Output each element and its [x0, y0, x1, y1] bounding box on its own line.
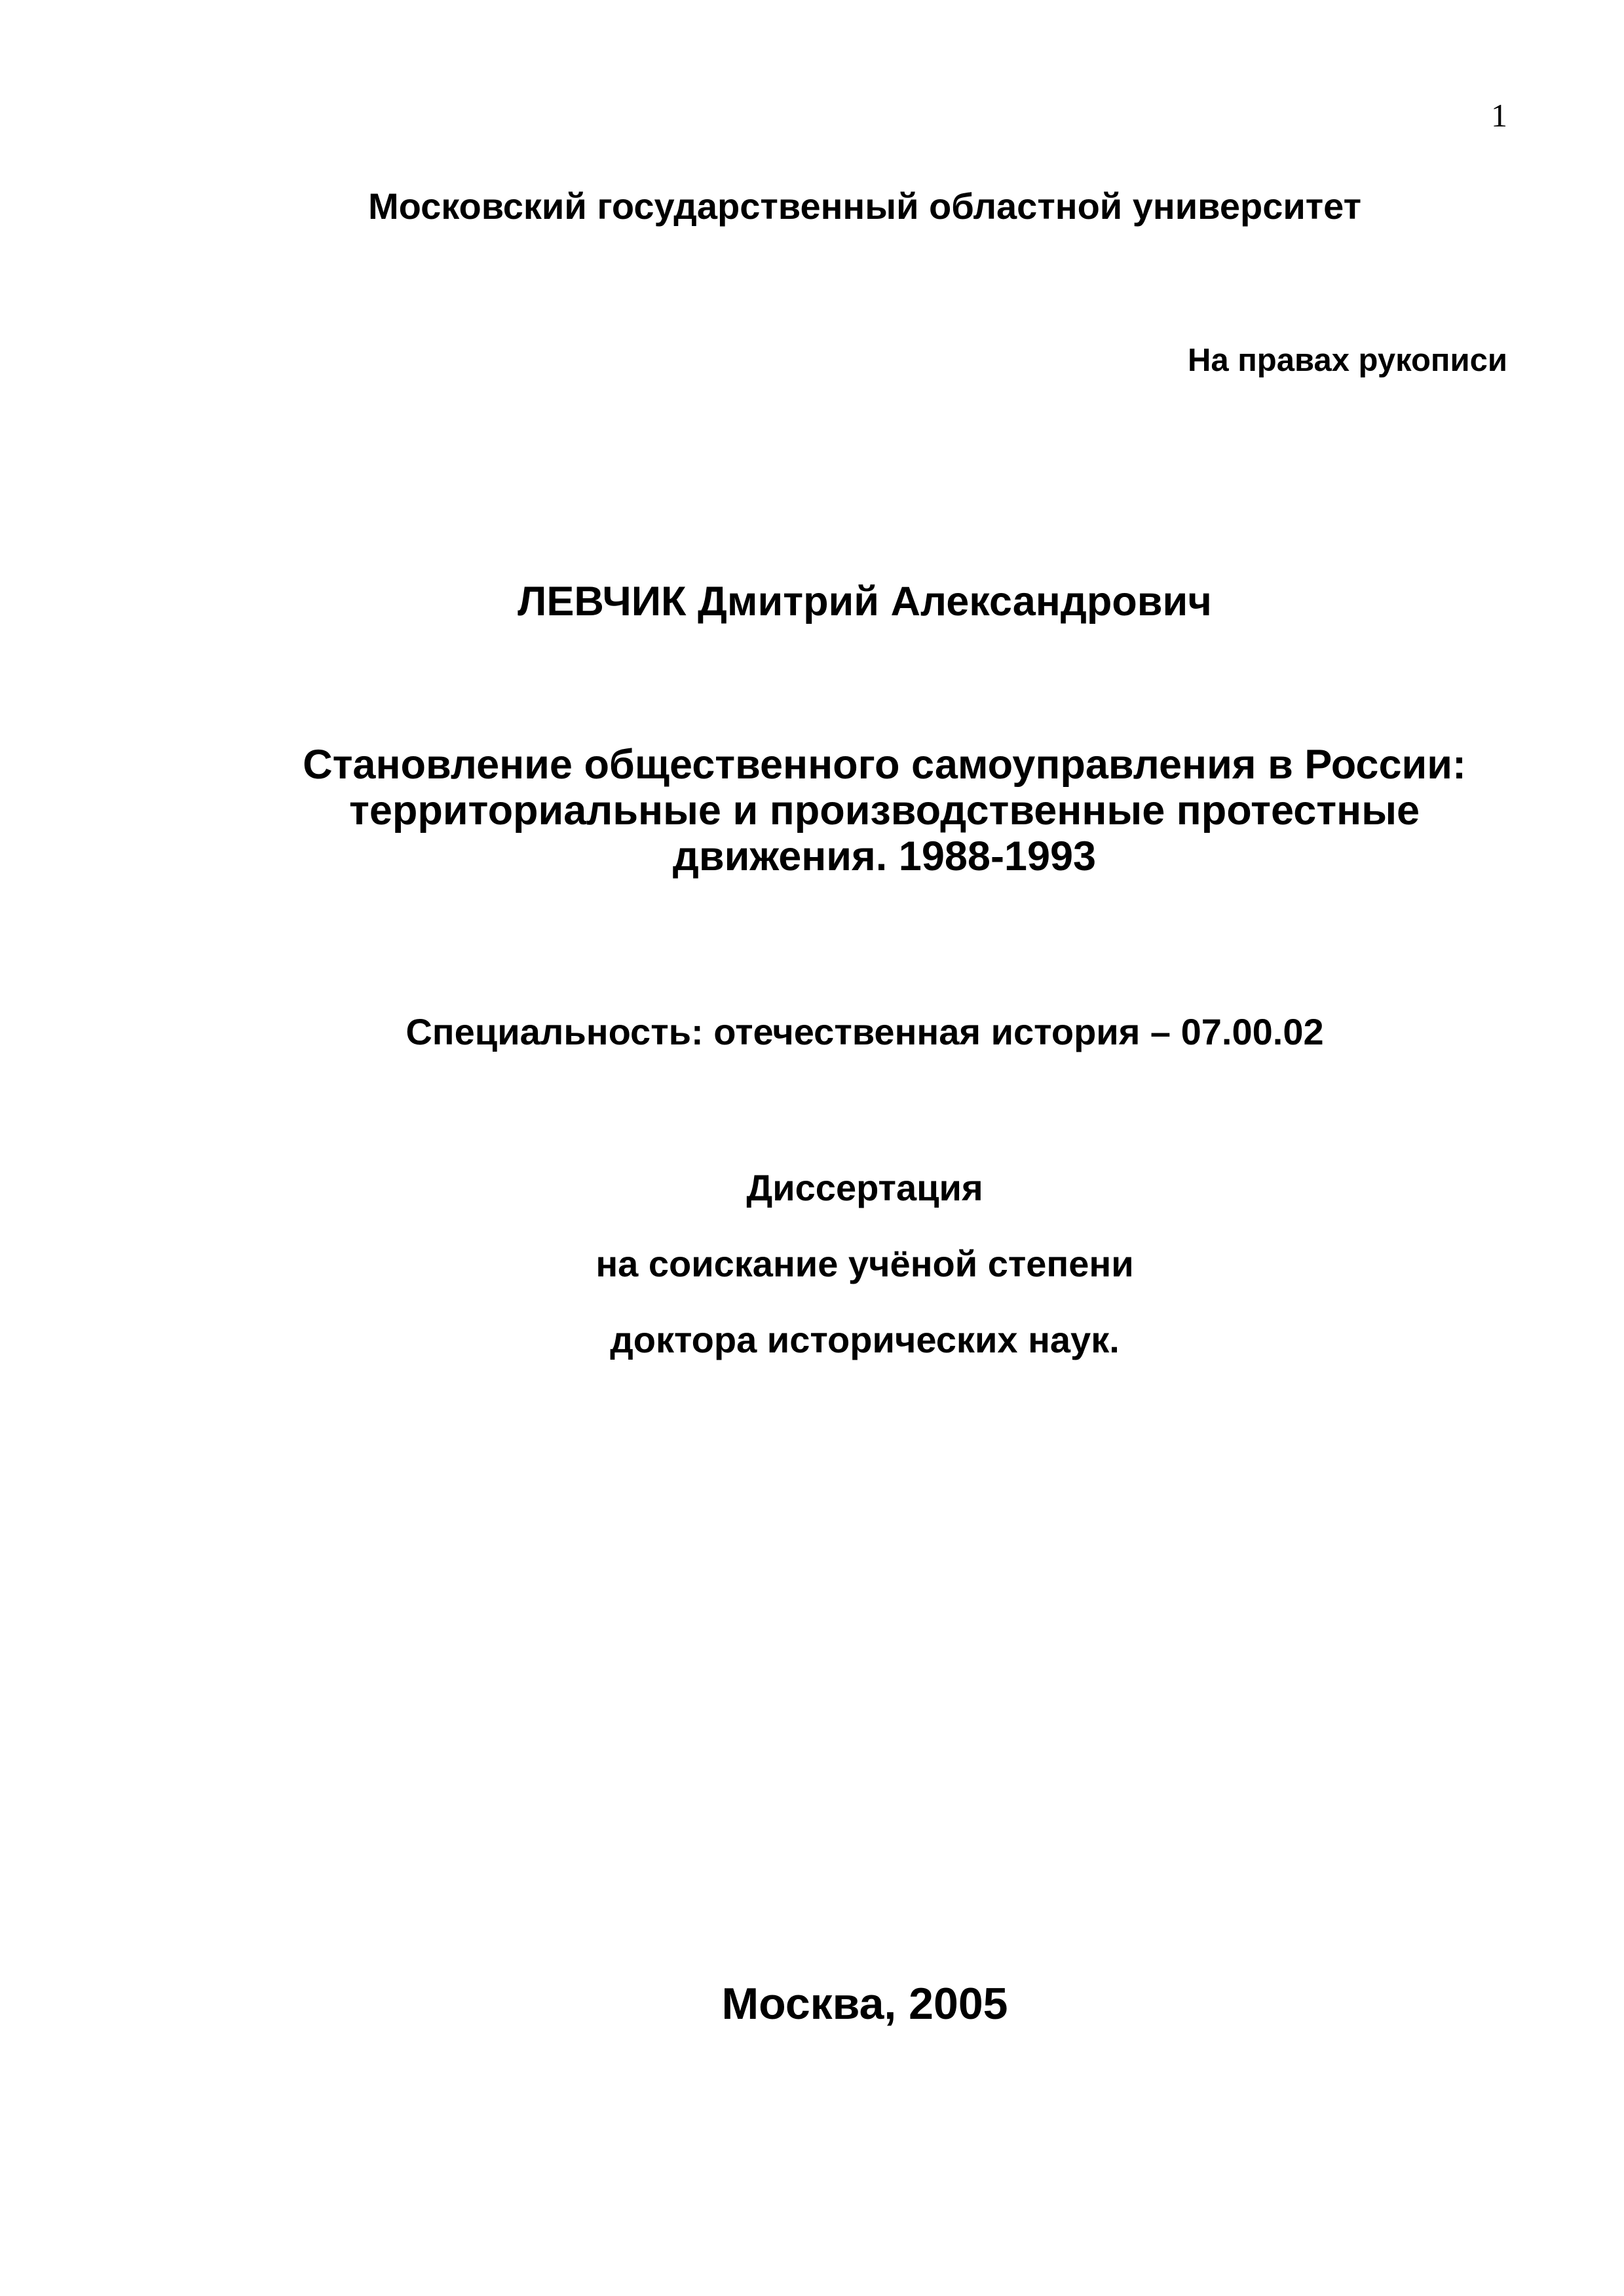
dissertation-title: [223, 742, 1546, 879]
title-line-1: Становление общественного самоуправления в России:: [303, 742, 1466, 788]
city-year: Москва, 2005: [721, 1979, 1008, 2029]
university-name: Московский государственный областной университет: [368, 185, 1362, 227]
degree-name: доктора исторических наук.: [610, 1319, 1120, 1360]
title-line-2: территориальные и производственные протестные: [349, 788, 1420, 833]
degree-line: на соискание учёной степени: [595, 1243, 1134, 1284]
title-line-3: движения. 1988-1993: [672, 833, 1097, 879]
specialty-line: Специальность: отечественная история – 07.00.02: [406, 1011, 1324, 1052]
author-name: ЛЕВЧИК Дмитрий Александрович: [518, 579, 1212, 624]
manuscript-note: На правах рукописи: [1187, 343, 1507, 378]
page-number: 1: [1491, 97, 1507, 134]
work-type: Диссертация: [746, 1167, 983, 1208]
